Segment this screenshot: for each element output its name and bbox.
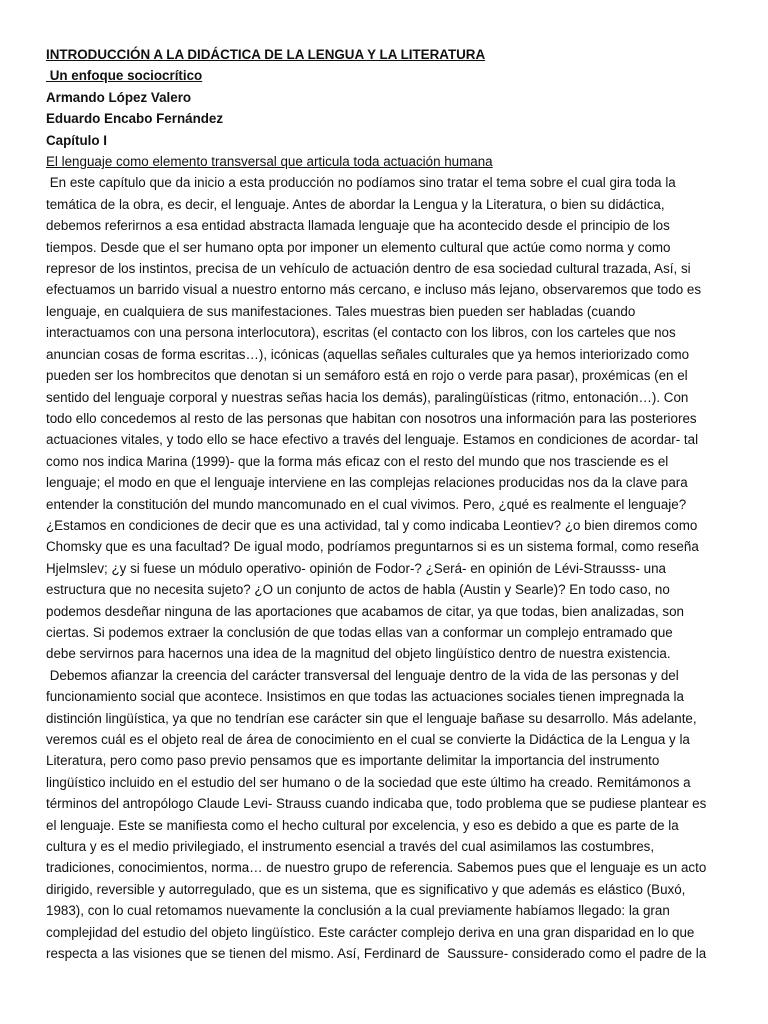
- paragraph-line: todo ello concedemos al resto de las personas que habitan con nosotros una información para las posteriores: [46, 410, 697, 426]
- paragraph-line: interactuamos con una persona interlocutora), escritas (el contacto con los libros, con los carteles que nos: [46, 325, 676, 341]
- paragraph-line: Debemos afianzar la creencia del carácter transversal del lenguaje dentro de la vida de las personas y del: [46, 667, 679, 683]
- paragraph-line: temática de la obra, es decir, el lenguaje. Antes de abordar la Lengua y la Literatura, o bien su didáctica,: [46, 196, 665, 212]
- paragraph-line: Chomsky que es una facultad? De igual modo, podríamos preguntarnos si es un sistema formal, como reseña: [46, 539, 699, 555]
- paragraph-line: debe servirnos para hacernos una idea de la magnitud del objeto lingüístico dentro de nuestra existencia.: [46, 646, 671, 662]
- paragraph-line: cultura y es el medio privilegiado, el instrumento esencial a través del cual asimilamos las costumbres,: [46, 839, 655, 855]
- chapter-title: El lenguaje como elemento transversal que articula toda actuación humana: [46, 154, 493, 170]
- document-subtitle: Un enfoque sociocrítico: [46, 68, 203, 84]
- paragraph-line: Literatura, pero como paso previo pensamos que es importante delimitar la importancia del instrumento: [46, 753, 660, 769]
- paragraph-line: lingüístico incluido en el estudio del ser humano o de la sociedad que este último ha creado. Remitámonos a: [46, 774, 691, 790]
- paragraph-line: lenguaje, en cualquiera de sus manifestaciones. Tales muestras bien pueden ser habladas (cuando: [46, 303, 636, 319]
- paragraph-line: 1983), con lo cual retomamos nuevamente la conclusión a la cual previamente habíamos llegado: la gran: [46, 903, 670, 919]
- paragraph-line: entender la constitución del mundo mancomunado en el cual vivimos. Pero, ¿qué es realmente el lenguaje?: [46, 496, 687, 512]
- paragraph-line: como nos indica Marina (1999)- que la forma más eficaz con el resto del mundo que nos trasciende es el: [46, 453, 669, 469]
- paragraph-line: distinción lingüística, ya que no tendrían ese carácter sin que el lenguaje bañase su desarrollo. Más adelante,: [46, 710, 697, 726]
- paragraph-line: efectuamos un barrido visual a nuestro entorno más cercano, e incluso más lejano, observaremos que todo es: [46, 282, 702, 298]
- paragraph-line: el lenguaje. Este se manifiesta como el hecho cultural por excelencia, y eso es debido a que es parte de la: [46, 817, 679, 833]
- paragraph-line: actuaciones vitales, y todo ello se hace efectivo a través del lenguaje. Estamos en condiciones de acordar- tal: [46, 432, 699, 448]
- paragraph-line: represor de los instintos, precisa de un vehículo de actuación dentro de esa sociedad cultural trazada, Así, si: [46, 261, 691, 277]
- paragraph-line: términos del antropólogo Claude Levi- Strauss cuando indicaba que, todo problema que se pudiese plantear es: [46, 796, 707, 812]
- paragraph-line: podemos desdeñar ninguna de las aportaciones que acabamos de citar, ya que todas, bien analizadas, son: [46, 603, 684, 619]
- paragraph-line: funcionamiento social que acontece. Insistimos en que todas las actuaciones sociales tienen impregnada la: [46, 689, 684, 705]
- paragraph-line: dirigido, reversible y autorregulado, que es un sistema, que es significativo y que además es elástico (Buxó,: [46, 881, 686, 897]
- paragraph-line: debemos referirnos a esa entidad abstracta llamada lenguaje que ha acontecido desde el principio de los: [46, 218, 670, 234]
- chapter-label: Capítulo I: [46, 132, 107, 148]
- paragraph-line: respecta a las visiones que se tienen del mismo. Así, Ferdinard de Saussure- considerado como el padre de la: [46, 946, 707, 962]
- paragraph-line: sentido del lenguaje corporal y nuestras señas hacia los demás), paralingüísticas (ritmo, entonación…). Con: [46, 389, 689, 405]
- author-1: Armando López Valero: [46, 89, 192, 105]
- author-2: Eduardo Encabo Fernández: [46, 111, 224, 127]
- paragraph-line: veremos cuál es el objeto real de área de conocimiento en el cual se convierte la Didáctica de la Lengua y la: [46, 732, 690, 747]
- paragraph-line: ciertas. Si podemos extraer la conclusión de que todas ellas van a conformar un complejo entramado que: [46, 624, 673, 640]
- paragraph-line: pueden ser los hombrecitos que denotan si un semáforo está en rojo o verde para pasar), proxémicas (en el: [46, 368, 688, 384]
- paragraph-line: anuncian cosas de forma escritas…), icónicas (aquellas señales culturales que ya hemos interiorizado como: [46, 346, 690, 362]
- paragraph-line: estructura que no necesita sujeto? ¿O un conjunto de actos de habla (Austin y Searle)? En todo caso, no: [46, 582, 670, 598]
- paragraph-line: Hjelmslev; ¿y si fuese un módulo operativo- opinión de Fodor-? ¿Será- en opinión de Lévi-Strausss- una: [46, 560, 667, 576]
- paragraph-line: tiempos. Desde que el ser humano opta por imponer un elemento cultural que actúe como norma y como: [46, 239, 671, 255]
- paragraph-2: [46, 665, 728, 965]
- paragraph-line: lenguaje; el modo en que el lenguaje interviene en las complejas relaciones producidas nos da la clave para: [46, 475, 688, 491]
- paragraph-line: complejidad del estudio del objeto lingüístico. Este carácter complejo deriva en una gran disparidad en lo que: [46, 924, 695, 940]
- document-title: INTRODUCCIÓN A LA DIDÁCTICA DE LA LENGUA Y LA LITERATURA: [46, 47, 486, 62]
- paragraph-line: tradiciones, conocimientos, norma… de nuestro grupo de referencia. Sabemos pues que el lenguaje es un acto: [46, 860, 707, 876]
- paragraph-line: ¿Estamos en condiciones de decir que es una actividad, tal y como indicaba Leontiev? ¿o bien diremos como: [46, 517, 698, 533]
- paragraph-1: [46, 172, 728, 664]
- paragraph-line: En este capítulo que da inicio a esta producción no podíamos sino tratar el tema sobre el cual gira toda la: [46, 175, 676, 191]
